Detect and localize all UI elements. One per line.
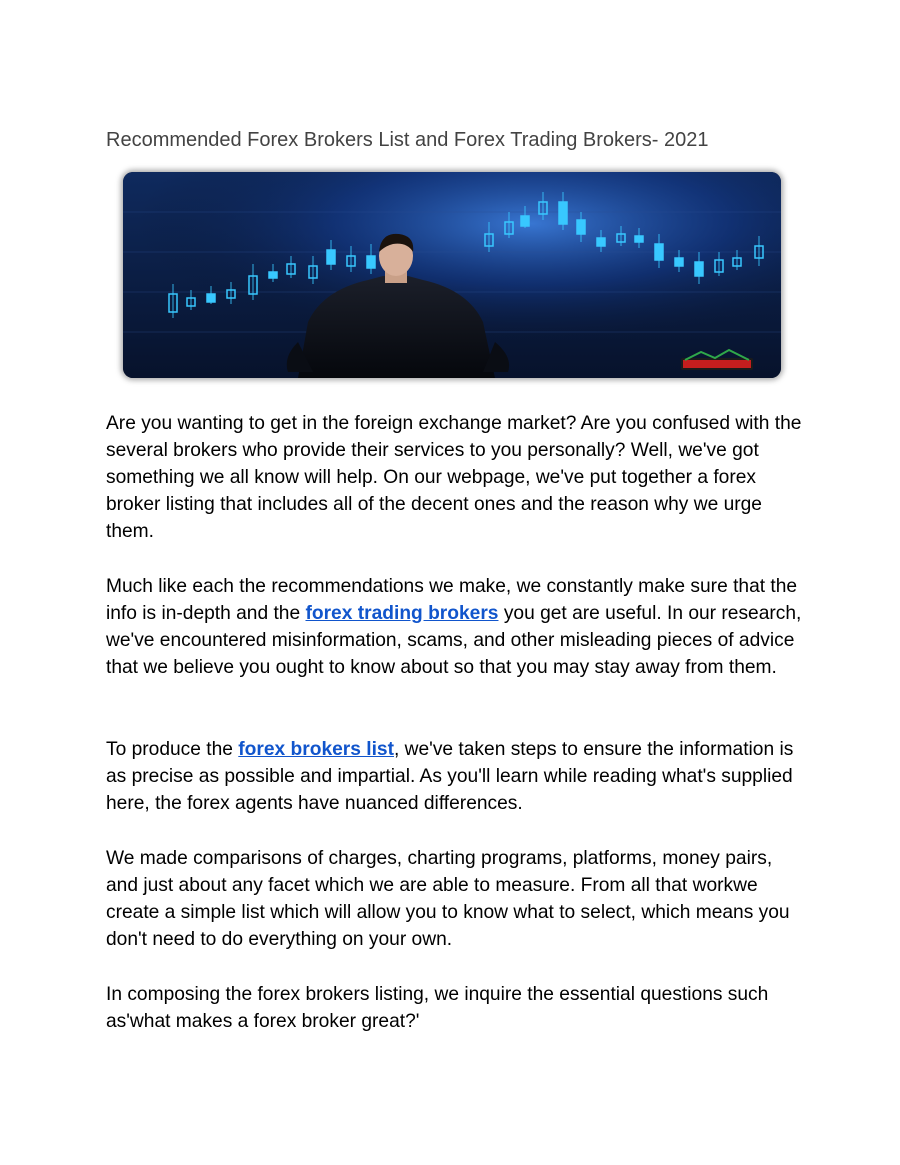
paragraph-text: To produce the: [106, 739, 239, 760]
paragraph-recommendations: [106, 573, 806, 681]
forex-trading-brokers-link[interactable]: forex trading brokers: [305, 603, 499, 624]
hero-image: [123, 172, 781, 378]
paragraph-intro: Are you wanting to get in the foreign exchange market? Are you confused with the several brokers who provide their services to you personally? Well, we've got something we all know will help. On our webpage, we've put together a forex broker listing that includes all of the decent ones and the reason why we urge them.: [106, 413, 802, 542]
businessman-forex-chart-icon: [123, 172, 781, 378]
paragraph-text: Much like each the recommendations we make, we constantly make sure that the info is in-depth and the: [106, 576, 798, 624]
paragraph-questions: In composing the forex brokers listing, we inquire the essential questions such as'what makes a forex broker great?': [106, 984, 769, 1032]
paragraph-text: , we've taken steps to ensure the information is as precise as possible and impartial. As you'll learn while reading what's supplied here, the forex agents have nuanced differences.: [106, 739, 794, 814]
document-title: Recommended Forex Brokers List and Forex Trading Brokers- 2021: [106, 129, 709, 151]
forex-brokers-list-link[interactable]: forex brokers list: [238, 739, 394, 760]
paragraph-text: you get are useful. In our research, we've encountered misinformation, scams, and other misleading pieces of advice that we believe you ought to know about so that you may stay away from them.: [106, 603, 802, 678]
paragraph-methodology: [106, 736, 806, 817]
paragraph-comparisons: We made comparisons of charges, charting programs, platforms, money pairs, and just about any facet which we are able to measure. From all that workwe create a simple list which will allow you to know what to select, which means you don't need to do everything on your own.: [106, 848, 790, 950]
